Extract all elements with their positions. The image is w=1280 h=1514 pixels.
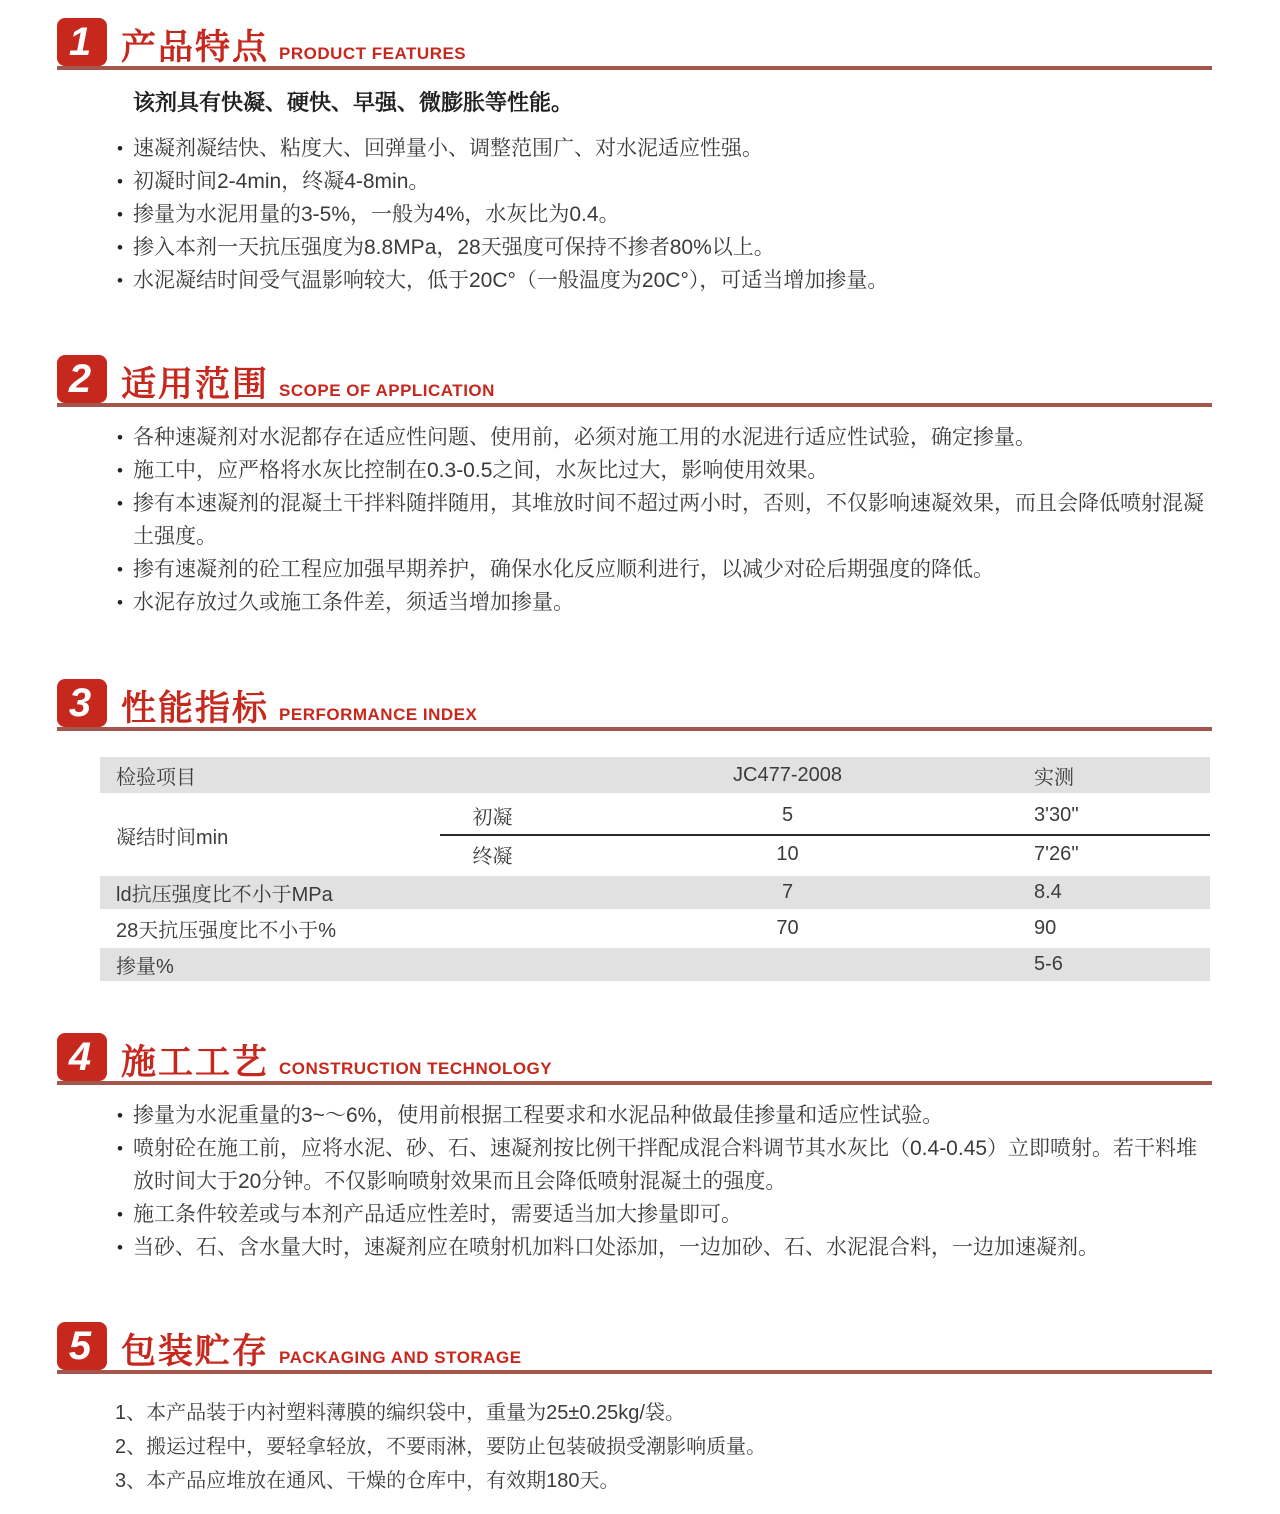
feature-bullet: • 水泥凝结时间受气温影响较大，低于20C°（一般温度为20C°），可适当增加掺量。 [115, 264, 1215, 297]
section-number: 2 [68, 356, 92, 401]
cell-sub: 初凝 [472, 807, 513, 829]
section-header [57, 679, 1212, 731]
section-number: 3 [68, 680, 92, 725]
section-number-badge [57, 679, 107, 727]
cell-measured: 5-6 [1034, 953, 1063, 975]
section-title: 适用范围 [121, 365, 270, 404]
construction-bullet: • 施工条件较差或与本剂产品适应性差时，需要适当加大掺量即可。 [115, 1198, 1215, 1231]
section-number-badge [57, 18, 107, 66]
section-subtitle: PRODUCT FEATURES [279, 44, 467, 63]
feature-bullet: • 速凝剂凝结快、粘度大、回弹量小、调整范围广、对水泥适应性强。 [115, 132, 1215, 165]
cell-standard: 10 [776, 843, 799, 865]
performance-table [100, 757, 1210, 981]
row-label: 掺量% [116, 956, 174, 978]
section-title: 施工工艺 [121, 1043, 270, 1082]
table-row [440, 836, 1210, 873]
cell-standard: 70 [776, 917, 799, 939]
section-header [57, 1033, 1212, 1085]
table-header-row [100, 757, 1210, 793]
construction-bullet: • 喷射砼在施工前，应将水泥、砂、石、速凝剂按比例干拌配成混合料调节其水灰比（0.4-0.45）立即喷射。若干料堆放时间大于20分钟。不仅影响喷射效果而且会降低喷射混凝土的强度。 [115, 1132, 1215, 1198]
scope-bullet: • 掺有本速凝剂的混凝土干拌料随拌随用，其堆放时间不超过两小时，否则，不仅影响速凝效果，而且会降低喷射混凝土强度。 [115, 487, 1215, 553]
section-header [57, 1322, 1212, 1374]
section-performance-index [0, 679, 1280, 981]
packaging-item: 2、搬运过程中，要轻拿轻放，不要雨淋，要防止包装破损受潮影响质量。 [115, 1436, 767, 1458]
col-header-standard: JC477-2008 [733, 763, 842, 786]
table-row-setting-time [100, 797, 1210, 873]
section-title: 包装贮存 [121, 1332, 270, 1371]
cell-measured: 7'26'' [1034, 843, 1079, 865]
construction-bullet: • 掺量为水泥重量的3~～6%，使用前根据工程要求和水泥品种做最佳掺量和适应性试验。 [115, 1099, 1215, 1132]
section-content [115, 1099, 1215, 1264]
section-number-badge [57, 1033, 107, 1081]
feature-bullet: • 初凝时间2-4min，终凝4-8min。 [115, 165, 1215, 198]
construction-bullet: • 当砂、石、含水量大时，速凝剂应在喷射机加料口处添加，一边加砂、石、水泥混合料，一边加速凝剂。 [115, 1231, 1215, 1264]
table-row [100, 876, 1210, 909]
table-row [100, 912, 1210, 945]
cell-measured: 8.4 [1034, 881, 1062, 903]
section-number-badge [57, 355, 107, 403]
scope-bullet: • 水泥存放过久或施工条件差，须适当增加掺量。 [115, 586, 1215, 619]
col-header-item: 检验项目 [116, 766, 196, 789]
section-scope-of-application [0, 355, 1280, 619]
scope-bullet: • 各种速凝剂对水泥都存在适应性问题、使用前，必须对施工用的水泥进行适应性试验，确定掺量。 [115, 421, 1215, 454]
section-title: 产品特点 [121, 28, 270, 67]
packaging-item: 3、本产品应堆放在通风、干燥的仓库中，有效期180天。 [115, 1470, 620, 1492]
cell-sub: 终凝 [472, 846, 513, 868]
section-title: 性能指标 [121, 689, 270, 728]
section-subtitle: SCOPE OF APPLICATION [279, 381, 495, 400]
col-header-measured: 实测 [1034, 766, 1074, 789]
cell-measured: 3'30'' [1034, 804, 1079, 826]
table-row [100, 948, 1210, 981]
packaging-item: 1、本产品装于内衬塑料薄膜的编织袋中，重量为25±0.25kg/袋。 [115, 1402, 685, 1424]
section-content [115, 1396, 1215, 1498]
packaging-list [115, 1396, 1215, 1498]
section-subtitle: PACKAGING AND STORAGE [279, 1348, 522, 1367]
feature-list [115, 132, 1215, 297]
section-number: 1 [68, 19, 92, 64]
section-product-features [0, 0, 1280, 297]
section-header [57, 18, 1212, 70]
feature-bullet: • 掺入本剂一天抗压强度为8.8MPa，28天强度可保持不掺者80%以上。 [115, 231, 1215, 264]
cell-standard: 7 [781, 881, 794, 903]
cell-measured: 90 [1034, 917, 1057, 939]
section-number: 4 [68, 1034, 92, 1079]
scope-bullet: • 掺有速凝剂的砼工程应加强早期养护，确保水化反应顺利进行，以减少对砼后期强度的降低。 [115, 553, 1215, 586]
scope-list [115, 421, 1215, 619]
section-number-badge [57, 1322, 107, 1370]
section-content [115, 421, 1215, 619]
feature-bullet: • 掺量为水泥用量的3-5%，一般为4%，水灰比为0.4。 [115, 198, 1215, 231]
table-row [440, 797, 1210, 834]
row-label: 凝结时间min [116, 826, 229, 849]
cell-standard: 5 [781, 804, 794, 826]
section-subtitle: PERFORMANCE INDEX [279, 705, 478, 724]
section-header [57, 355, 1212, 407]
construction-list [115, 1099, 1215, 1264]
setting-time-subrows [440, 797, 1210, 873]
section-subtitle: CONSTRUCTION TECHNOLOGY [279, 1059, 553, 1078]
row-label: ld抗压强度比不小于MPa [116, 884, 333, 906]
section-content [115, 88, 1215, 297]
section-number: 5 [68, 1323, 92, 1368]
section-construction-technology [0, 1033, 1280, 1264]
intro-statement: 该剂具有快凝、硬快、早强、微膨胀等性能。 [133, 90, 574, 115]
section-packaging-storage [0, 1322, 1280, 1498]
row-label: 28天抗压强度比不小于% [116, 920, 337, 942]
scope-bullet: • 施工中，应严格将水灰比控制在0.3-0.5之间，水灰比过大，影响使用效果。 [115, 454, 1215, 487]
